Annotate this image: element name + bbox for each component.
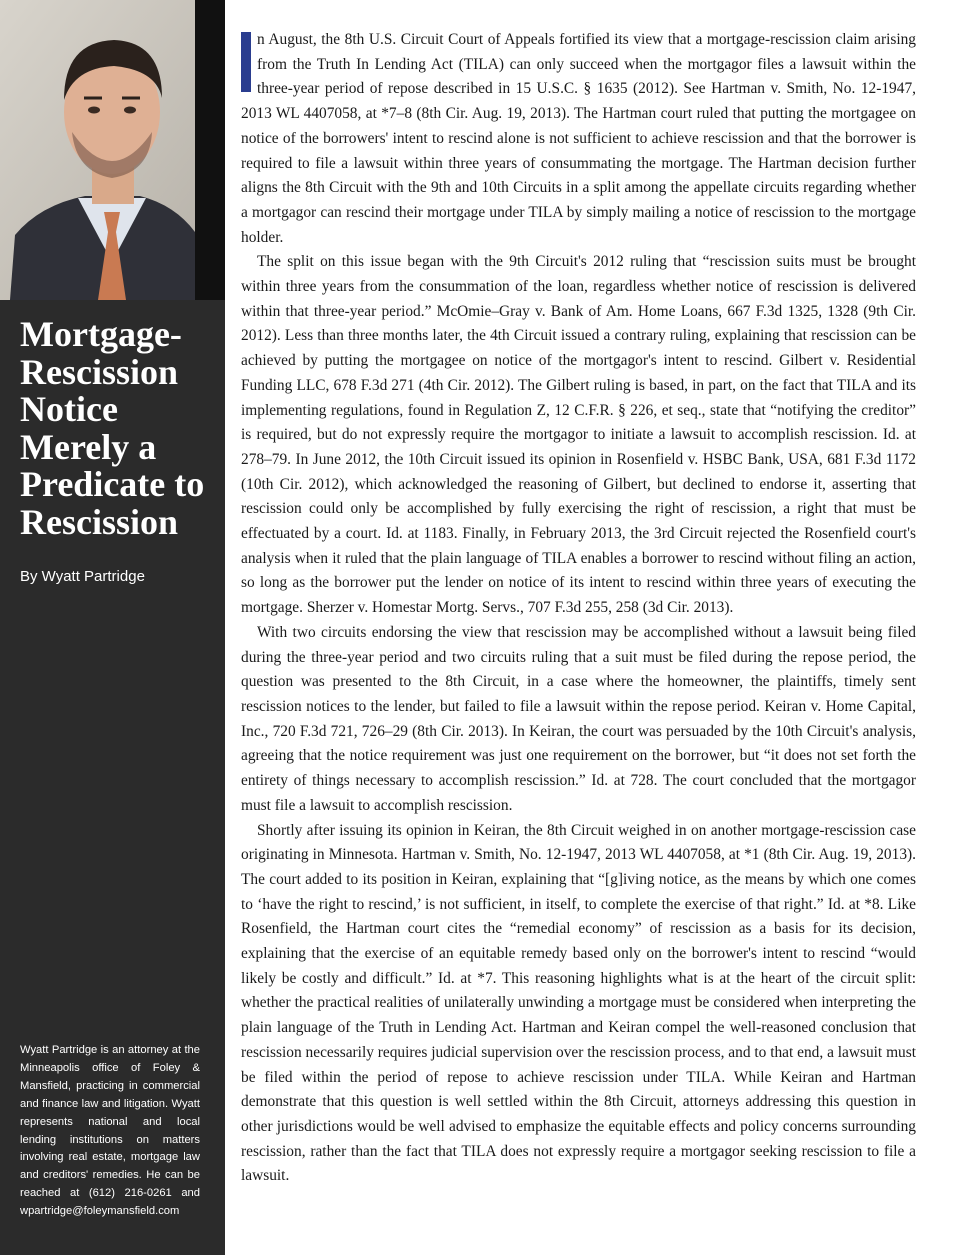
article-body <box>241 28 916 1189</box>
section-label: Mortgage Law <box>394 22 415 157</box>
author-photo-illustration <box>0 0 225 300</box>
paragraph: Shortly after issuing its opinion in Keiran, the 8th Circuit weighed in on another mortgage-rescission case originating in Minnesota. Hartman v. Smith, No. 12-1947, 2013 WL 4407058, at *1 (8th Cir. Aug. 19, 2013). The court added to its position in Keiran, explaining that “[g]iving notice, as the means by which one comes to ‘have the right to rescind,’ is not sufficient, in itself, to complete the exercise of that right.” Id. at *8. Like Rosenfield, the Hartman court cites the “remedial economy” of rescission as a basis for its decision, explaining that the exercise of an equitable remedy based only on the borrower's intent to rescind “would likely be costly and difficult.” Id. at *7. This reasoning highlights what is at the heart of the circuit split: whether the practical realities of unilaterally unwinding a mortgage must be considered when interpreting the plain language of the Truth in Lending Act. Hartman and Keiran compel the well-reasoned conclusion that rescission necessarily requires judicial supervision over the rescission process, and to that end, a lawsuit must be filed within the period of repose to achieve rescission under TILA. While Keiran and Hartman demonstrate that this question is well settled within the 8th Circuit, attorneys addressing this question in other jurisdictions would be well advised to emphasize the equitable effects and policy concerns surrounding rescission, rather than the fact that TILA does not expressly require a mortgagor seeking rescission to file a lawsuit. <box>241 821 916 1185</box>
paragraph: With two circuits endorsing the view that rescission may be accomplished without a lawsuit being filed during the three-year period and two circuits ruling that a suit must be filed during the repose period, the question was presented to the 8th Circuit, in a case where the homeowner, the plaintiffs, timely sent rescission notices to the lender, but failed to file a lawsuit within the repose period. Keiran v. Home Capital, Inc., 720 F.3d 721, 726–29 (8th Cir. 2013). In Keiran, the court was persuaded by the 10th Circuit's analysis, agreeing that the notice requirement was just one requirement on the borrower, but “it does not set forth the entirety of things necessary to accomplish rescission.” Id. at 728. The court concluded that the mortgagor must file a lawsuit to accomplish rescission. <box>241 623 916 814</box>
article-title: Mortgage-Rescission Notice Merely a Predicate to Rescission <box>20 314 205 542</box>
paragraph: The split on this issue began with the 9th Circuit's 2012 ruling that “rescission suits must be brought within three years from the consummation of the loan, regardless whether notice of rescission is delivered within that three-year period.” McOmie–Gray v. Bank of Am. Home Loans, 667 F.3d 1325, 1328 (9th Cir. 2012). Less than three months later, the 4th Circuit issued a contrary ruling, explaining that rescission can be achieved by putting the mortgagee on notice of the mortgagor's intent to rescind. Gilbert v. Residential Funding LLC, 678 F.3d 271 (4th Cir. 2012). The Gilbert ruling is based, in part, on the fact that TILA and its implementing regulations, found in Regulation Z, 12 C.F.R. § 226, et seq., state that “notifying the creditor” is required, but do not expressly require the mortgagor to initiate a lawsuit to accomplish rescission. Id. at 278–79. In June 2012, the 10th Circuit issued its opinion in Rosenfield v. HSBC Bank, USA, 681 F.3d 1172 (10th Cir. 2012), which acknowledged the reasoning of Gilbert, but declined to endorse it, asserting that rescission could only be accomplished by fully exercising the right of rescission, a right that must be effectuated by a court. Id. at 1183. Finally, in February 2013, the 3rd Circuit rejected the Rosenfield court's analysis when it ruled that the plain language of TILA enables a borrower to rescind without filing an action, so long as the borrower put the lender on notice of its intent to rescind within three years of executing the mortgage. Sherzer v. Homestar Mortg. Servs., 707 F.3d 255, 258 (3d Cir. 2013). <box>241 253 916 617</box>
author-bio: Wyatt Partridge is an attorney at the Minneapolis office of Foley & Mansfield, practicing in commercial and finance law and litigation. Wyatt represents national and local lending institutions on matters involving real estate, mortgage law and creditors' remedies. He can be reached at (612) 216-0261 and wpartridge@foleymansfield.com <box>20 1044 200 1218</box>
sidebar <box>0 0 415 1255</box>
paragraph: n August, the 8th U.S. Circuit Court of Appeals fortified its view that a mortgage-rescission claim arising from the Truth In Lending Act (TILA) can only succeed when the mortgagor files a lawsuit within the three-year period of repose described in 15 U.S.C. § 1635 (2012). See Hartman v. Smith, No. 12-1947, 2013 WL 4407058, at *7–8 (8th Cir. Aug. 19, 2013). The Hartman court ruled that putting the mortgagee on notice of the borrowers' intent to rescind alone is not sufficient to achieve rescission and that the borrower is required to file a lawsuit within three years of consummating the mortgage. The Hartman decision further aligns the 8th Circuit with the 9th and 10th Circuits in a split among the appellate circuits regarding whether a mortgagor can rescind their mortgage under TILA by simply mailing a notice of rescission to the mortgage holder. <box>241 31 916 246</box>
drop-cap-bar <box>241 32 251 92</box>
author-photo <box>0 0 225 300</box>
section-label-strip <box>195 0 415 300</box>
byline: By Wyatt Partridge <box>20 568 145 585</box>
